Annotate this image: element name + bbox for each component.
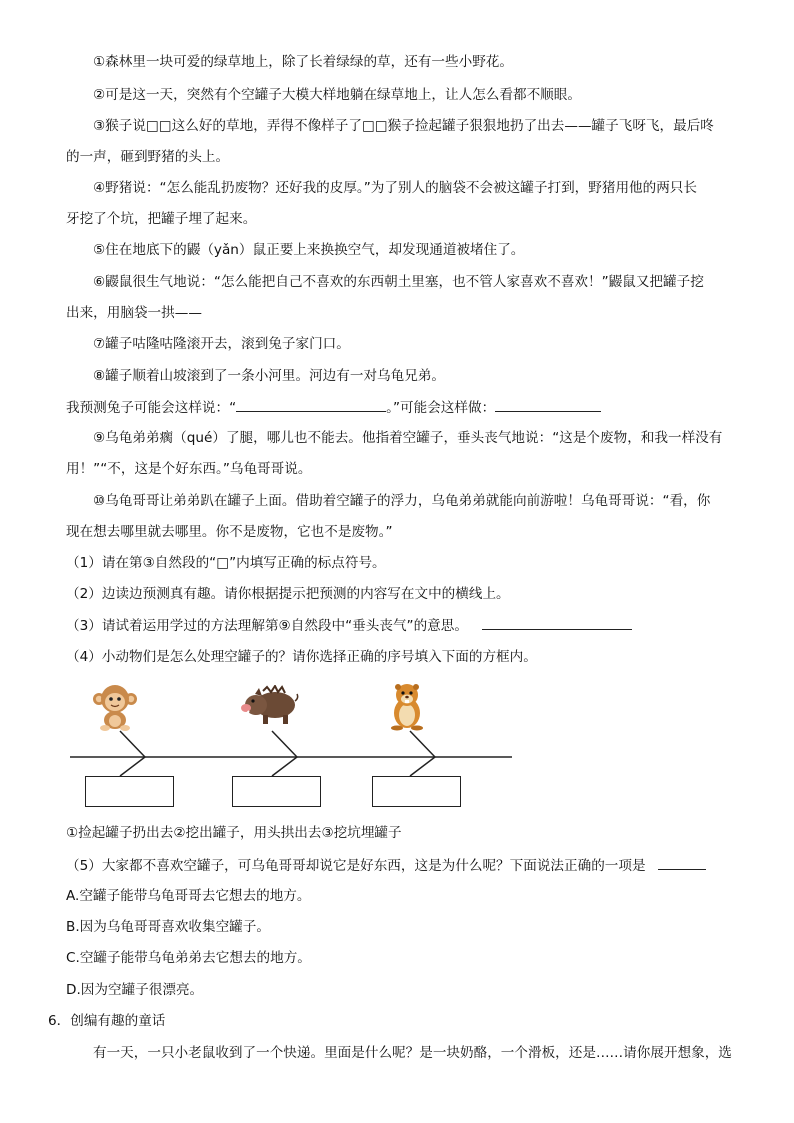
choice-c[interactable]: C.空罐子能带乌龟弟弟去它想去的地方。 <box>66 950 311 966</box>
choice-d[interactable]: D.因为空罐子很漂亮。 <box>66 982 204 998</box>
section-6-title: 6．创编有趣的童话 <box>48 1013 166 1029</box>
gopher-icon <box>385 681 429 731</box>
option-list: ①捡起罐子扔出去②挖出罐子，用头拱出去③挖坑埋罐子 <box>66 825 402 841</box>
paragraph-10-line-1: ⑩乌龟哥哥让弟弟趴在罐子上面。借助着空罐子的浮力，乌龟弟弟就能向前游啦！乌龟哥哥说：“看，你 <box>93 493 711 509</box>
choice-a[interactable]: A.空罐子能带乌龟哥哥去它想去的地方。 <box>66 888 311 904</box>
monkey-icon <box>92 683 138 731</box>
paragraph-4-line-1: ④野猪说：“怎么能乱扔废物？还好我的皮厚。”为了别人的脑袋不会被这罐子打到，野猪用他的两只长 <box>93 180 697 196</box>
section-6-intro: 有一天，一只小老鼠收到了一个快递。里面是什么呢？是一块奶酪，一个滑板，还是……请你展开想象，选 <box>93 1045 732 1061</box>
question-5-answer-blank[interactable] <box>658 855 706 870</box>
boar-icon <box>241 685 299 727</box>
prediction-say-label: 我预测兔子可能会这样说：“ <box>66 400 237 416</box>
question-1: （1）请在第③自然段的“□”内填写正确的标点符号。 <box>66 555 386 571</box>
paragraph-9-line-2: 用！”“不，这是个好东西。”乌龟哥哥说。 <box>66 461 312 477</box>
answer-box-boar[interactable] <box>232 776 321 807</box>
paragraph-9-line-1: ⑨乌龟弟弟瘸（qué）了腿，哪儿也不能去。他指着空罐子，垂头丧气地说：“这是个废物，和我一样没有 <box>93 430 723 446</box>
paragraph-5: ⑤住在地底下的鼹（yǎn）鼠正要上来换换空气，却发现通道被堵住了。 <box>93 242 525 258</box>
paragraph-6-line-1: ⑥鼹鼠很生气地说：“怎么能把自己不喜欢的东西朝土里塞，也不管人家喜欢不喜欢！”鼹鼠又把罐子挖 <box>93 274 704 290</box>
question-2: （2）边读边预测真有趣。请你根据提示把预测的内容写在文中的横线上。 <box>66 586 510 602</box>
paragraph-10-line-2: 现在想去哪里就去哪里。你不是废物，它也不是废物。” <box>66 524 393 540</box>
paragraph-1: ①森林里一块可爱的绿草地上，除了长着绿绿的草，还有一些小野花。 <box>93 54 513 70</box>
paragraph-4-line-2: 牙挖了个坑，把罐子埋了起来。 <box>66 211 257 227</box>
answer-box-gopher[interactable] <box>372 776 461 807</box>
question-5 <box>66 855 706 876</box>
choice-b[interactable]: B.因为乌龟哥哥喜欢收集空罐子。 <box>66 919 270 935</box>
paragraph-3-line-1: ③猴子说□□这么好的草地，弄得不像样子了□□猴子捡起罐子狠狠地扔了出去——罐子飞呀飞，最后咚 <box>93 118 714 134</box>
question-4: （4）小动物们是怎么处理空罐子的？请你选择正确的序号填入下面的方框内。 <box>66 649 537 665</box>
paragraph-3-line-2: 的一声，砸到野猪的头上。 <box>66 149 230 165</box>
prediction-do-label: 。”可能会这样做： <box>386 400 496 416</box>
answer-box-monkey[interactable] <box>85 776 174 807</box>
question-5-text: （5）大家都不喜欢空罐子，可乌龟哥哥却说它是好东西，这是为什么呢？下面说法正确的一项是 <box>66 858 646 874</box>
question-3-text: （3）请试着运用学过的方法理解第⑨自然段中“垂头丧气”的意思。 <box>66 618 468 634</box>
paragraph-7: ⑦罐子咕隆咕隆滚开去，滚到兔子家门口。 <box>93 336 350 352</box>
paragraph-8: ⑧罐子顺着山坡滚到了一条小河里。河边有一对乌龟兄弟。 <box>93 368 446 384</box>
paragraph-2: ②可是这一天，突然有个空罐子大模大样地躺在绿草地上，让人怎么看都不顺眼。 <box>93 87 581 103</box>
paragraph-6-line-2: 出来，用脑袋一拱—— <box>66 305 202 321</box>
